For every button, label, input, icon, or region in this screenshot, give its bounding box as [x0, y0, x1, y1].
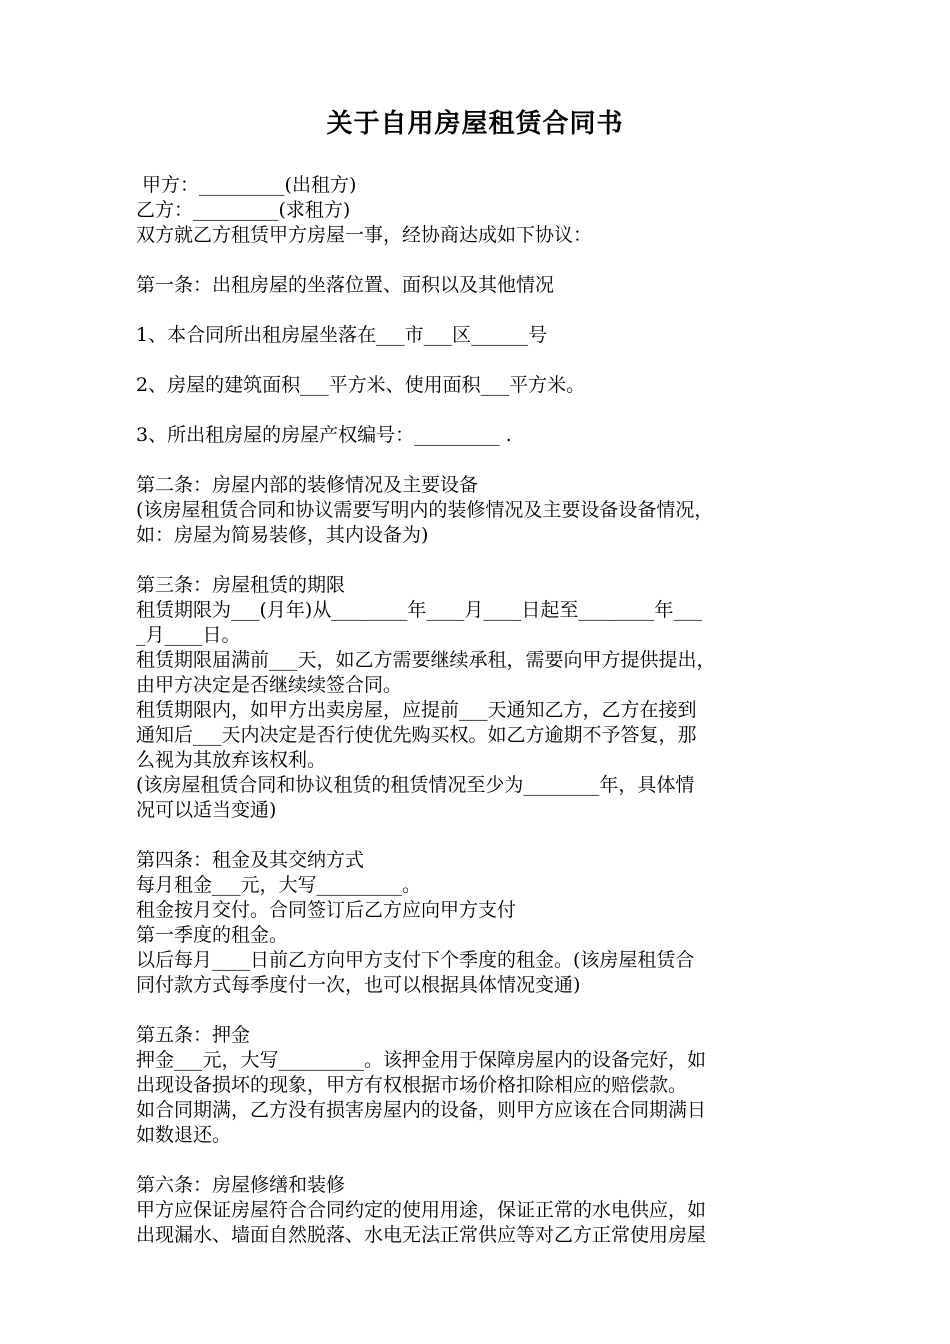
party-a-line: 甲方：_________(出租方)	[136, 174, 357, 196]
spacer	[136, 823, 826, 848]
party-b-line: 乙方：_________(求租方)	[136, 199, 351, 221]
article3-line: _月____日。	[136, 624, 241, 646]
article3-line: 租赁期限为___(月年)从________年____月____日起至________年___	[136, 599, 702, 621]
intro-line: 双方就乙方租赁甲方房屋一事，经协商达成如下协议：	[136, 224, 593, 246]
spacer	[136, 298, 826, 323]
article3-line: 租赁期限届满前___天，如乙方需要继续承租，需要向甲方提供提出，	[136, 649, 716, 671]
article4-heading: 第四条：租金及其交纳方式	[136, 849, 365, 871]
article2-heading: 第二条：房屋内部的装修情况及主要设备	[136, 474, 479, 496]
article4-line: 每月租金___元，大写_________。	[136, 874, 422, 896]
article5-line: 如合同期满，乙方没有损害房屋内的设备，则甲方应该在合同期满日	[136, 1099, 707, 1121]
article2-note-line: (该房屋租赁合同和协议需要写明内的装修情况及主要设备设备情况，	[136, 499, 714, 521]
article1-item1: 1、本合同所出租房屋坐落在___市___区______号	[136, 324, 548, 346]
article3-heading: 第三条：房屋租赁的期限	[136, 574, 346, 596]
spacer	[136, 398, 826, 423]
article1-item3: 3、所出租房屋的房屋产权编号：_________ .	[136, 424, 512, 446]
article5-heading: 第五条：押金	[136, 1024, 251, 1046]
article3-line: 通知后___天内决定是否行使优先购买权。如乙方逾期不予答复，那	[136, 724, 697, 746]
article6-line: 出现漏水、墙面自然脱落、水电无法正常供应等对乙方正常使用房屋	[136, 1224, 707, 1246]
spacer	[136, 448, 826, 473]
article5-line: 出现设备损坏的现象，甲方有权根据市场价格扣除相应的赔偿款。	[136, 1074, 688, 1096]
document-title: 关于自用房屋租赁合同书	[326, 109, 624, 139]
article4-line: 租金按月交付。合同签订后乙方应向甲方支付	[136, 899, 517, 921]
article6-line: 甲方应保证房屋符合合同约定的使用用途，保证正常的水电供应，如	[136, 1199, 707, 1221]
article2-note-line: 如：房屋为简易装修，其内设备为)	[136, 524, 429, 546]
article3-line: (该房屋租赁合同和协议租赁的租赁情况至少为________年，具体情	[136, 774, 695, 796]
spacer	[136, 248, 826, 273]
spacer	[136, 548, 826, 573]
article1-heading: 第一条：出租房屋的坐落位置、面积以及其他情况	[136, 274, 555, 296]
article4-line: 同付款方式每季度付一次，也可以根据具体情况变通)	[136, 974, 581, 996]
article4-line: 第一季度的租金。	[136, 924, 289, 946]
article5-line: 如数退还。	[136, 1124, 232, 1146]
article1-item2: 2、房屋的建筑面积___平方米、使用面积___平方米。	[136, 374, 586, 396]
article3-line: 么视为其放弃该权利。	[136, 749, 327, 771]
contract-body	[136, 173, 826, 1248]
article5-line: 押金___元，大写_________。该押金用于保障房屋内的设备完好，如	[136, 1049, 707, 1071]
article4-line: 以后每月____日前乙方向甲方支付下个季度的租金。(该房屋租赁合	[136, 949, 695, 971]
spacer	[136, 348, 826, 373]
spacer	[136, 998, 826, 1023]
article3-line: 由甲方决定是否继续续签合同。	[136, 674, 403, 696]
article3-line: 况可以适当变通)	[136, 799, 277, 821]
spacer	[136, 1148, 826, 1173]
article6-heading: 第六条：房屋修缮和装修	[136, 1174, 346, 1196]
article3-line: 租赁期限内，如甲方出卖房屋，应提前___天通知乙方，乙方在接到	[136, 699, 697, 721]
